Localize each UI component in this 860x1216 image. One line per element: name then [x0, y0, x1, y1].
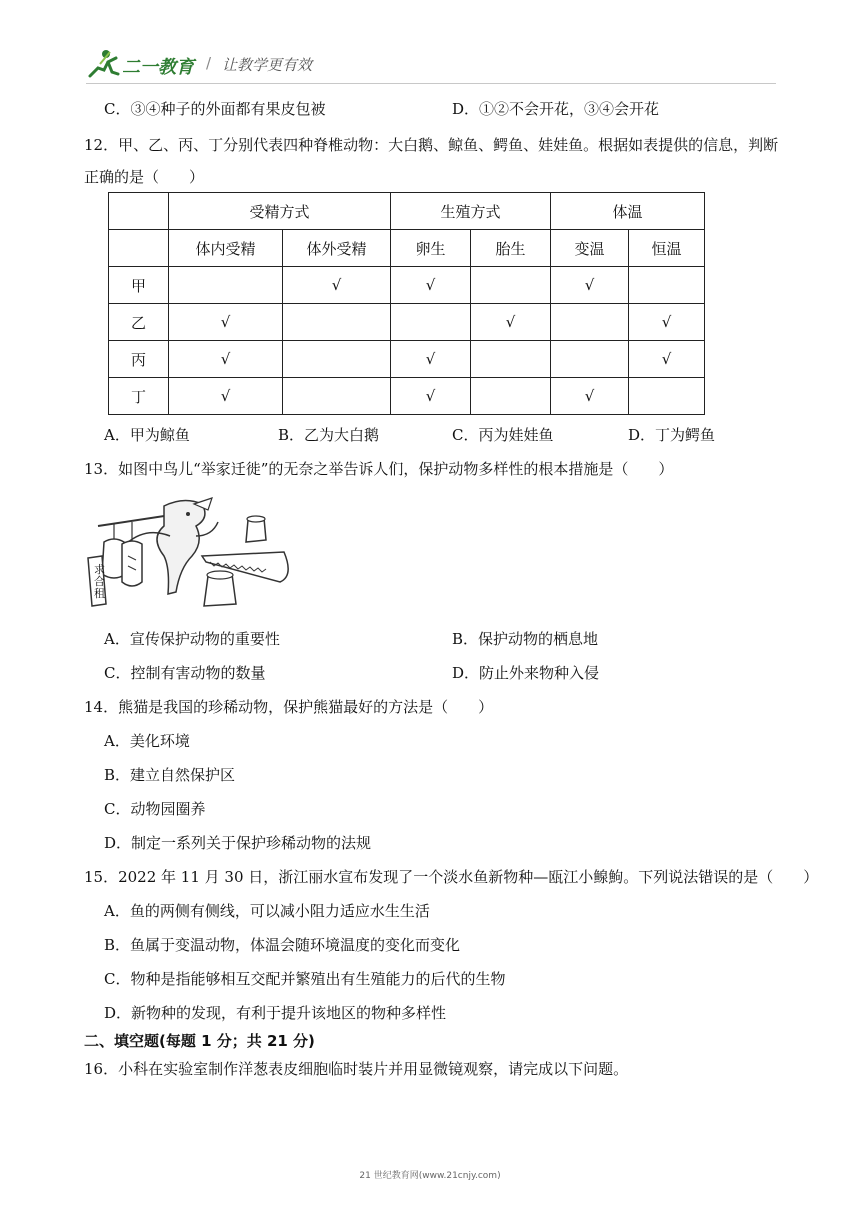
- q12-stem-line2: 正确的是（ ）: [84, 168, 205, 186]
- header-logo: [86, 48, 336, 82]
- brand-name: 二一教育: [122, 57, 194, 78]
- q13-option-c: C．控制有害动物的数量: [104, 664, 266, 682]
- table-header-cell: 体外受精: [283, 230, 391, 267]
- section-title: 二、填空题(每题 1 分；共 21 分): [84, 1032, 315, 1050]
- table-row: [109, 304, 705, 341]
- table-cell: [283, 341, 391, 378]
- q12-option-b: B．乙为大白鹅: [278, 426, 380, 444]
- q13-option-a: A．宣传保护动物的重要性: [104, 630, 280, 648]
- table-row-label: 丙: [109, 341, 169, 378]
- q16-stem: 16．小科在实验室制作洋葱表皮细胞临时装片并用显微镜观察，请完成以下问题。: [84, 1060, 629, 1078]
- table-header-cell: 变温: [551, 230, 629, 267]
- q14-stem: 14．熊猫是我国的珍稀动物，保护熊猫最好的方法是（ ）: [84, 698, 494, 716]
- table-cell: √: [551, 267, 629, 304]
- q12-stem-line1: 12．甲、乙、丙、丁分别代表四种脊椎动物：大白鹅、鲸鱼、鳄鱼、娃娃鱼。根据如表提供的信息，判断: [84, 136, 779, 154]
- table-row-label: 乙: [109, 304, 169, 341]
- table-cell: [283, 378, 391, 415]
- table-header-cell: 恒温: [629, 230, 705, 267]
- q15-option-b: B．鱼属于变温动物，体温会随环境温度的变化而变化: [104, 936, 461, 954]
- table-sub-header-row: [109, 230, 705, 267]
- table-cell: √: [391, 341, 471, 378]
- q12-table: [108, 192, 705, 415]
- table-cell: [629, 378, 705, 415]
- table-row-label: 丁: [109, 378, 169, 415]
- q11-option-d: D．①②不会开花，③④会开花: [452, 100, 660, 118]
- table-cell: [169, 267, 283, 304]
- table-row: [109, 341, 705, 378]
- bird-carrying-bags-icon: [84, 496, 304, 612]
- table-header-cell: 胎生: [471, 230, 551, 267]
- table-header-cell: 体温: [551, 193, 705, 230]
- table-cell: [551, 304, 629, 341]
- q12-option-d: D．丁为鳄鱼: [628, 426, 716, 444]
- q15-stem: 15．2022 年 11 月 30 日，浙江丽水宣布发现了一个淡水鱼新物种—瓯江小鳈鮈。下列说法错误的是（ ）: [84, 868, 819, 886]
- header-slogan: 让教学更有效: [222, 56, 313, 74]
- table-cell: √: [169, 378, 283, 415]
- table-cell: [471, 341, 551, 378]
- table-cell: [551, 341, 629, 378]
- table-cell: √: [551, 378, 629, 415]
- table-cell: √: [283, 267, 391, 304]
- figure-sign-text: 求合租: [94, 563, 105, 600]
- table-cell: [471, 378, 551, 415]
- q14-option-b: B．建立自然保护区: [104, 766, 236, 784]
- q12-option-c: C．丙为娃娃鱼: [452, 426, 554, 444]
- table-header-cell: 体内受精: [169, 230, 283, 267]
- table-cell: √: [169, 304, 283, 341]
- header-slash: /: [206, 54, 212, 72]
- q14-option-d: D．制定一系列关于保护珍稀动物的法规: [104, 834, 372, 852]
- table-row-label: 甲: [109, 267, 169, 304]
- q14-option-a: A．美化环境: [104, 732, 190, 750]
- q13-option-b: B．保护动物的栖息地: [452, 630, 599, 648]
- q15-option-a: A．鱼的两侧有侧线，可以减小阻力适应水生生活: [104, 902, 430, 920]
- table-header-cell: 卵生: [391, 230, 471, 267]
- bird-migration-illustration: [84, 496, 304, 612]
- header-divider: [86, 83, 776, 84]
- table-row: [109, 378, 705, 415]
- table-cell: √: [629, 341, 705, 378]
- table-cell: √: [169, 341, 283, 378]
- q15-option-d: D．新物种的发现，有利于提升该地区的物种多样性: [104, 1004, 447, 1022]
- q13-stem: 13．如图中鸟儿“举家迁徙”的无奈之举告诉人们，保护动物多样性的根本措施是（ ）: [84, 460, 674, 478]
- table-cell: [283, 304, 391, 341]
- runner-logo-icon: [86, 48, 122, 80]
- table-cell: [391, 304, 471, 341]
- q11-option-c: C．③④种子的外面都有果皮包被: [104, 100, 326, 118]
- table-group-header-row: [109, 193, 705, 230]
- table-cell: √: [629, 304, 705, 341]
- table-header-cell: 生殖方式: [391, 193, 551, 230]
- page-footer: 21 世纪教育网(www.21cnjy.com): [359, 1171, 501, 1181]
- table-corner-cell: [109, 193, 169, 230]
- table-cell: √: [471, 304, 551, 341]
- table-row: [109, 267, 705, 304]
- table-cell: [471, 267, 551, 304]
- table-cell: √: [391, 378, 471, 415]
- table-header-cell: 受精方式: [169, 193, 391, 230]
- q13-option-d: D．防止外来物种入侵: [452, 664, 600, 682]
- table-cell: √: [391, 267, 471, 304]
- q15-option-c: C．物种是指能够相互交配并繁殖出有生殖能力的后代的生物: [104, 970, 506, 988]
- table-cell: [629, 267, 705, 304]
- q14-option-c: C．动物园圈养: [104, 800, 206, 818]
- table-corner-cell: [109, 230, 169, 267]
- q12-option-a: A．甲为鲸鱼: [104, 426, 190, 444]
